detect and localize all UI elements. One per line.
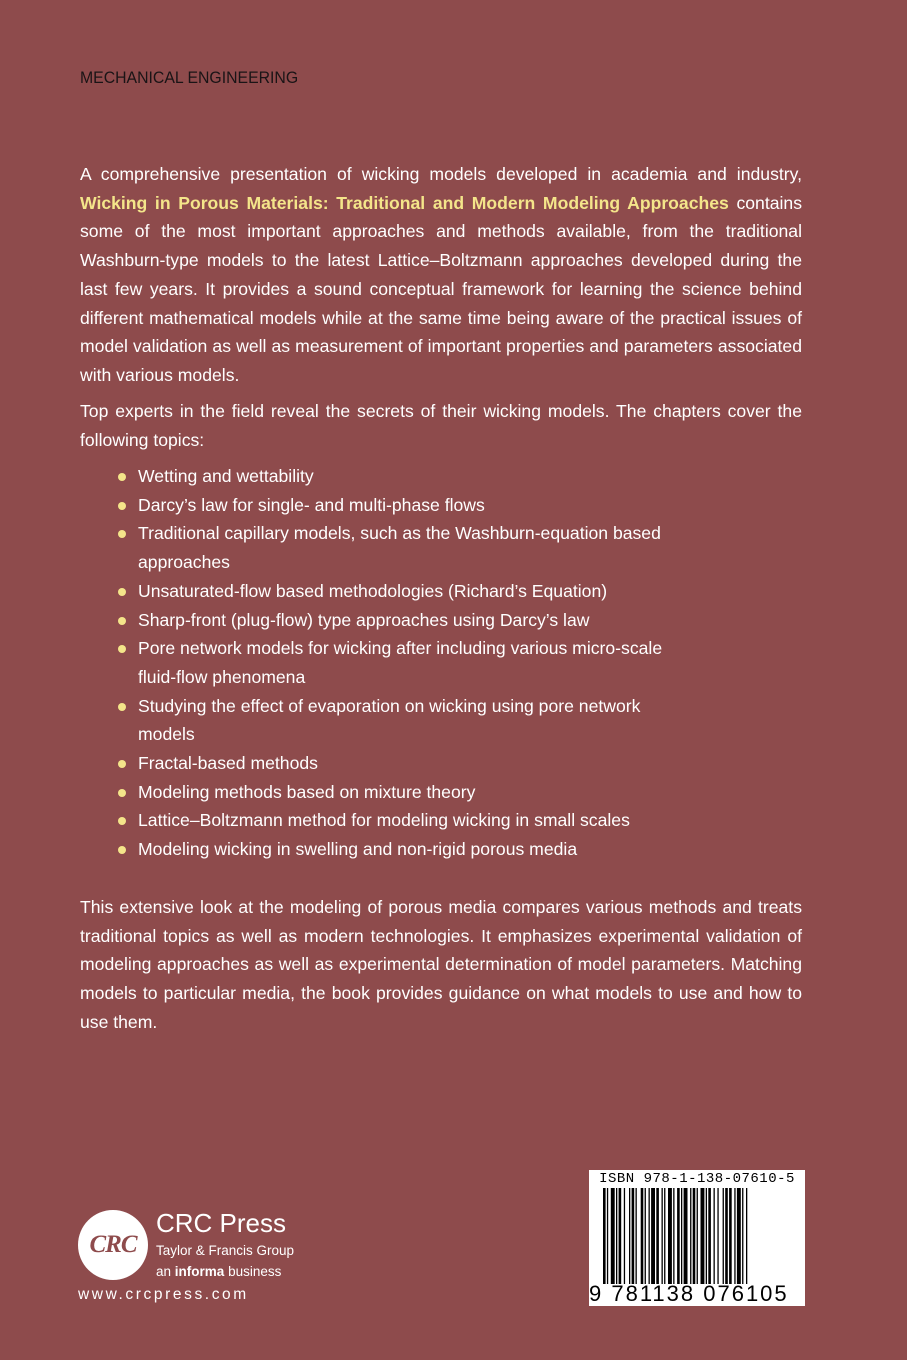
barcode-bar [729, 1188, 732, 1284]
barcode-digits: 9 781138 076105 [589, 1281, 789, 1306]
bullet-icon [118, 760, 126, 768]
barcode-bar [629, 1188, 630, 1284]
barcode-bar [636, 1188, 637, 1284]
barcode-bar [624, 1188, 625, 1284]
book-title: Wicking in Porous Materials: Traditional and Modern Modeling Approaches [80, 192, 729, 213]
intro-lead: A comprehensive presentation of wicking models developed in academia and industry, [80, 164, 802, 184]
isbn-text: ISBN 978-1-138-07610-5 [599, 1171, 795, 1187]
tagline-prefix: an [156, 1264, 172, 1279]
list-item [80, 692, 700, 749]
list-item [80, 577, 700, 606]
barcode-bar [681, 1188, 682, 1284]
barcode-bar [746, 1188, 747, 1284]
barcode-bar [649, 1188, 650, 1284]
barcode-bar [641, 1188, 644, 1284]
barcode-bar [697, 1188, 698, 1284]
tagline-brand: informa [174, 1264, 225, 1279]
barcode-bar [693, 1188, 696, 1284]
bullet-icon [118, 846, 126, 854]
barcode-bar [616, 1188, 617, 1284]
barcode-bar [734, 1188, 735, 1284]
barcode [589, 1170, 805, 1306]
barcode-bar [706, 1188, 707, 1284]
barcode-bar [690, 1188, 691, 1284]
bullet-icon [118, 645, 126, 653]
bullet-icon [118, 588, 126, 596]
bullet-icon [118, 789, 126, 797]
intro-rest: contains some of the most important approaches and methods available, from the traditional Washburn-type models to the latest Lattice–Boltzmann approaches developed during the last few years. It provides a sound conceptual framework for learning the science behind different mathematical models while at the same time being aware of the practical issues of model validation as well as measurement of important properties and parameters associated with various models. [80, 192, 802, 385]
barcode-bar [723, 1188, 724, 1284]
barcode-bar [673, 1188, 674, 1284]
barcode-bar [632, 1188, 635, 1284]
barcode-bars-icon [603, 1188, 795, 1284]
topic-text: Lattice–Boltzmann method for modeling wicking in small scales [138, 810, 630, 831]
topic-text: Modeling methods based on mixture theory [138, 781, 476, 802]
barcode-bar [651, 1188, 655, 1284]
barcode-bar [603, 1188, 606, 1284]
publisher-group: Taylor & Francis Group [156, 1243, 295, 1258]
list-item [80, 634, 700, 691]
barcode-bar [708, 1188, 711, 1284]
publisher-name: CRC Press [156, 1208, 287, 1238]
logo-text: CRC [89, 1231, 137, 1258]
publisher-tagline [156, 1264, 281, 1279]
category-label: MECHANICAL ENGINEERING [80, 68, 299, 87]
barcode-bar [701, 1188, 705, 1284]
summary-paragraph: This extensive look at the modeling of porous media compares various methods and treats traditional topics as well as modern technologies. It emphasizes experimental validation of modeling approaches as well as experimental determination of model parameters. Matching models to particular media, the book provides guidance on what models to use and how to use them. [80, 897, 802, 1032]
barcode-bar [714, 1188, 715, 1284]
publisher-url: www.crcpress.com [78, 1286, 249, 1303]
topic-text: Darcy’s law for single- and multi-phase flows [138, 494, 485, 515]
barcode-bar [611, 1188, 615, 1284]
topics-intro: Top experts in the field reveal the secrets of their wicking models. The chapters cover the following topics: [80, 401, 802, 450]
bullet-icon [118, 530, 126, 538]
topic-text: Unsaturated-flow based methodologies (Richard’s Equation) [138, 580, 608, 601]
barcode-bar [607, 1188, 608, 1284]
bullet-icon [118, 817, 126, 825]
barcode-bar [645, 1188, 646, 1284]
publisher-block [78, 1206, 338, 1306]
barcode-bar [717, 1188, 718, 1284]
topic-text: Wetting and wettability [138, 466, 314, 486]
bullet-icon [118, 473, 126, 481]
list-item [80, 749, 700, 778]
barcode-bar [668, 1188, 672, 1284]
barcode-bar [619, 1188, 622, 1284]
barcode-bar [742, 1188, 743, 1284]
topic-text: Fractal-based methods [138, 753, 318, 774]
intro-paragraph [80, 160, 802, 390]
list-item [80, 778, 700, 807]
topic-text: Sharp-front (plug-flow) type approaches using Darcy’s law [138, 609, 590, 630]
topic-text: Modeling wicking in swelling and non-rigid porous media [138, 839, 578, 860]
topics-list [80, 462, 700, 864]
list-item [80, 835, 700, 864]
bullet-icon [118, 502, 126, 510]
topic-text: Pore network models for wicking after including various micro-scale fluid-flow phenomena [138, 638, 663, 687]
barcode-bar [684, 1188, 688, 1284]
list-item [80, 491, 700, 520]
list-item [80, 606, 700, 635]
list-item [80, 519, 700, 576]
bullet-icon [118, 617, 126, 625]
barcode-bar [656, 1188, 659, 1284]
tagline-suffix: business [228, 1264, 282, 1279]
barcode-bar [677, 1188, 680, 1284]
list-item [80, 806, 700, 835]
list-item [80, 462, 700, 491]
bullet-icon [118, 703, 126, 711]
barcode-bar [662, 1188, 663, 1284]
barcode-bar [737, 1188, 741, 1284]
barcode-bar [664, 1188, 665, 1284]
barcode-bar [725, 1188, 728, 1284]
topic-text: Studying the effect of evaporation on wicking using pore network models [138, 695, 641, 745]
topic-text: Traditional capillary models, such as the Washburn-equation based approaches [138, 523, 661, 573]
